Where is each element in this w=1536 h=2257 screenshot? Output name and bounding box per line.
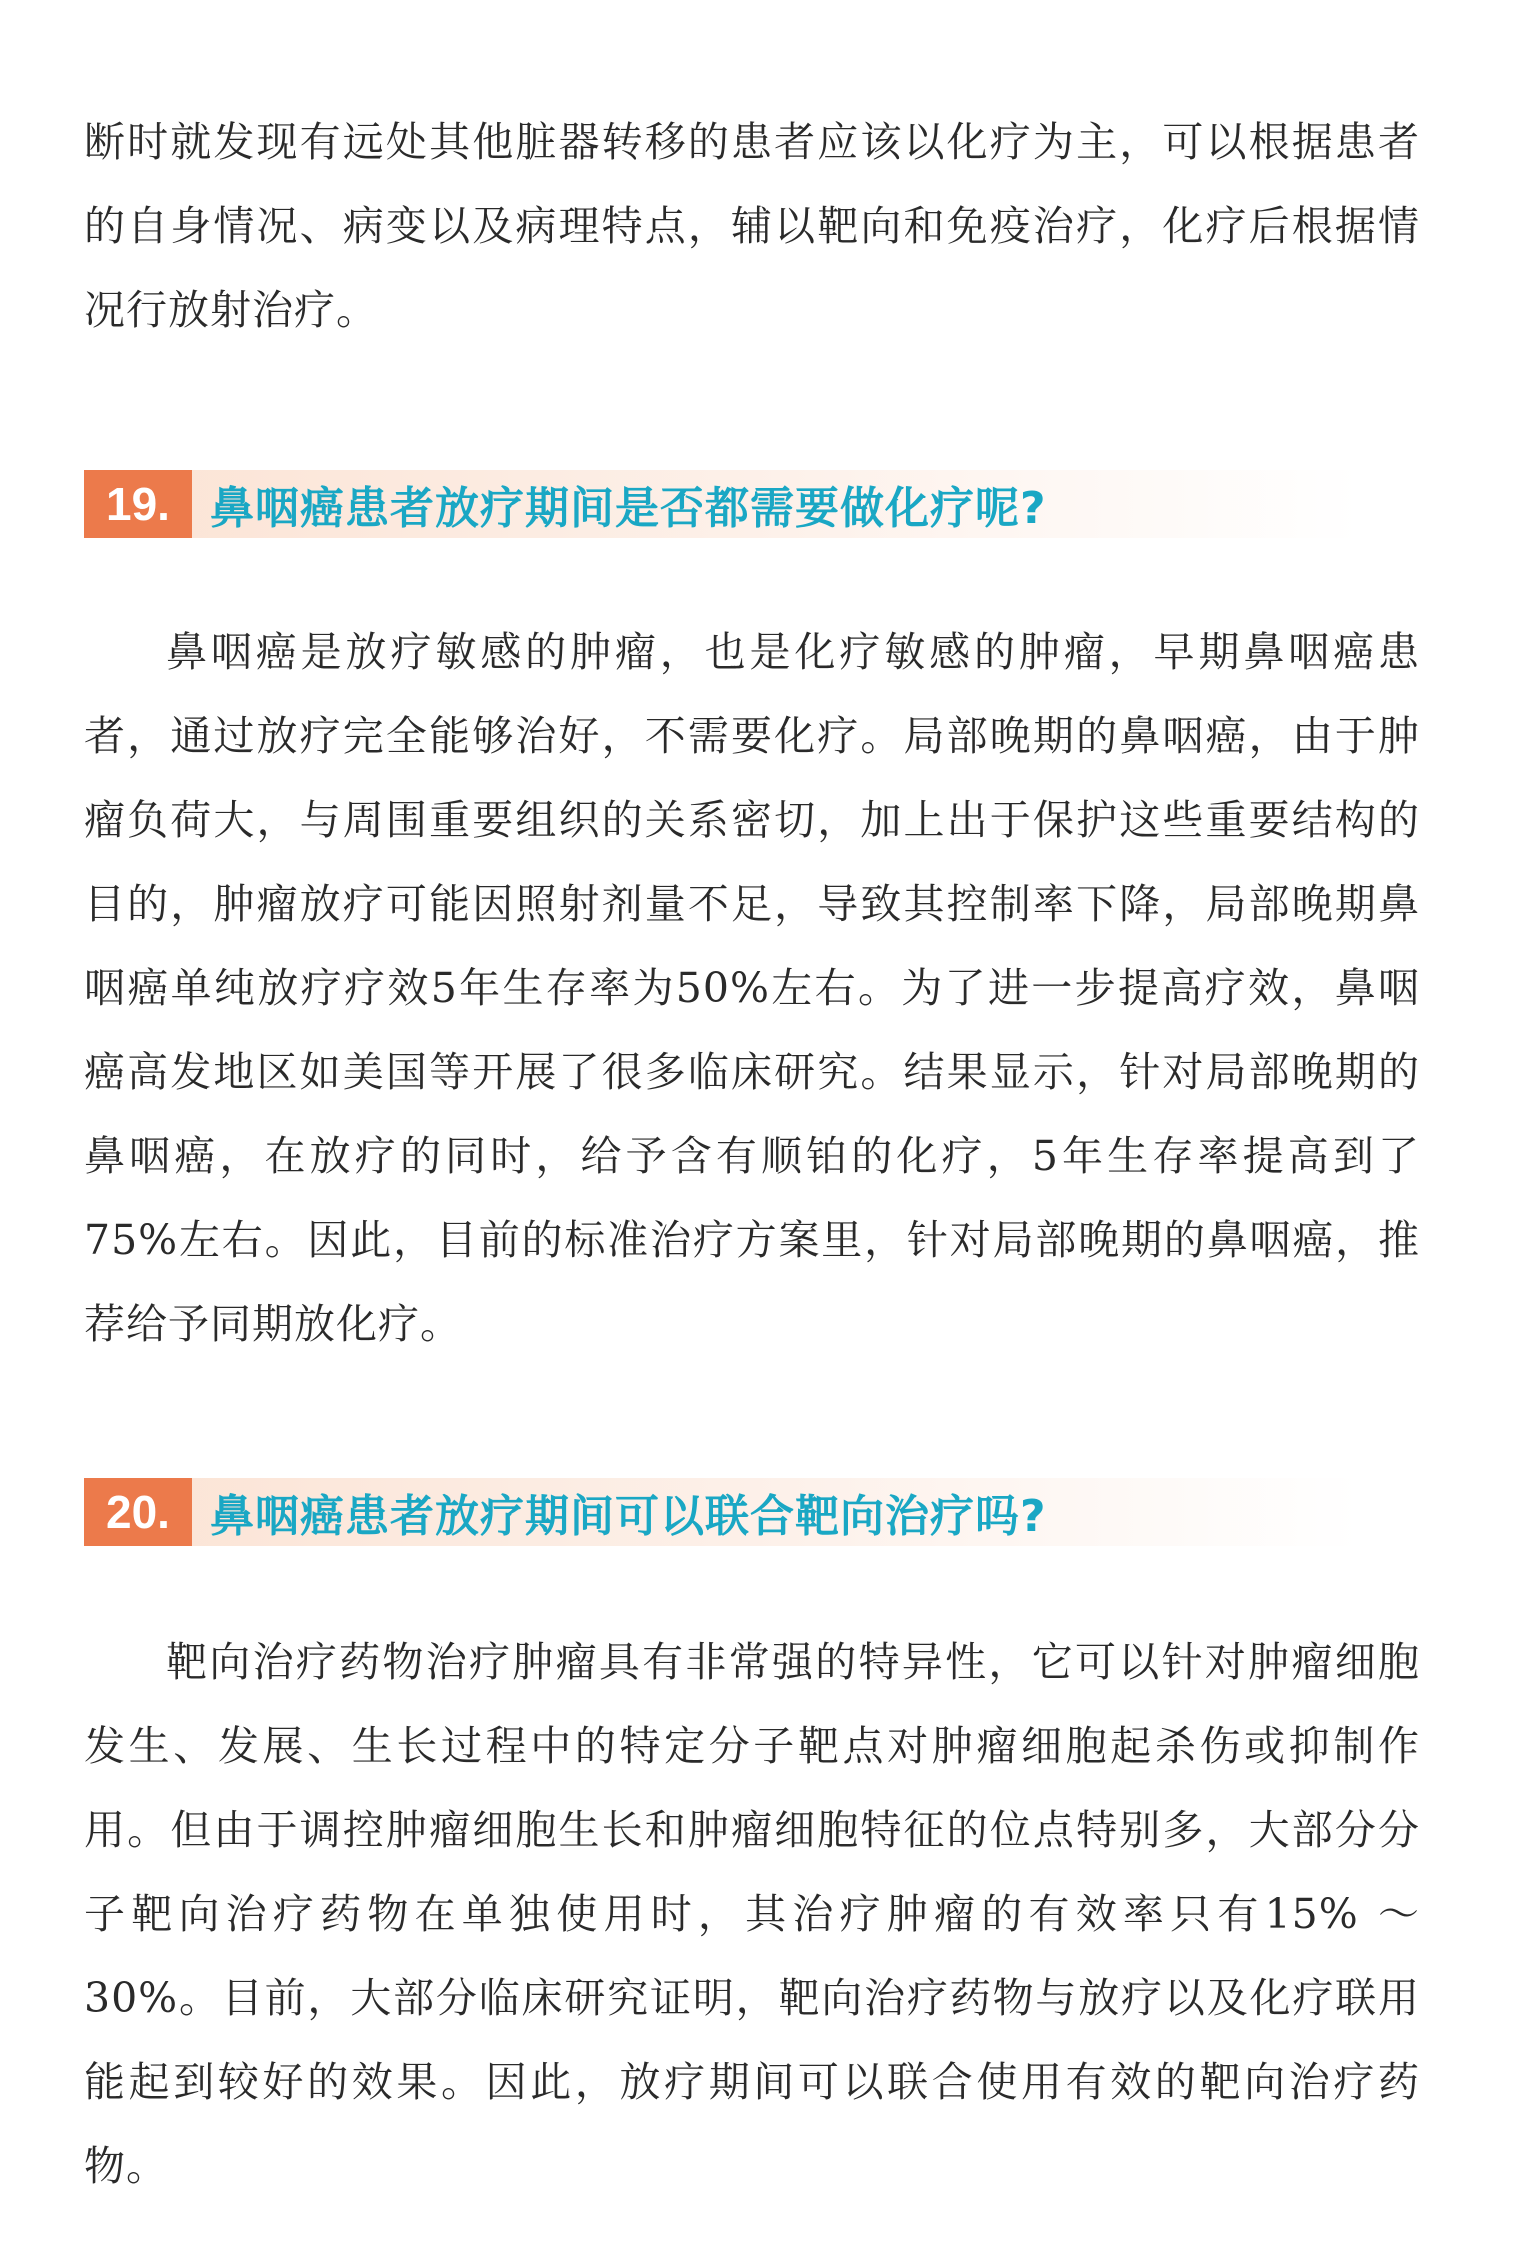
section-body-20: 靶向治疗药物治疗肿瘤具有非常强的特异性，它可以针对肿瘤细胞发生、发展、生长过程中的特定分子靶点对肿瘤细胞起杀伤或抑制作用。但由于调控肿瘤细胞生长和肿瘤细胞特征的位点特别多，大部分分子靶向治疗药物在单独使用时，其治疗肿瘤的有效率只有15% ～ 30%。目前，大部分临床研究证明，靶向治疗药物与放疗以及化疗联用能起到较好的效果。因此，放疗期间可以联合使用有效的靶向治疗药物。 [84,1638,1420,2190]
section-body-19: 鼻咽癌是放疗敏感的肿瘤，也是化疗敏感的肿瘤，早期鼻咽癌患者，通过放疗完全能够治好，不需要化疗。局部晚期的鼻咽癌，由于肿瘤负荷大，与周围重要组织的关系密切，加上出于保护这些重要结构的目的，肿瘤放疗可能因照射剂量不足，导致其控制率下降，局部晚期鼻咽癌单纯放疗疗效5年生存率为50%左右。为了进一步提高疗效，鼻咽癌高发地区如美国等开展了很多临床研究。结果显示，针对局部晚期的鼻咽癌，在放疗的同时，给予含有顺铂的化疗，5年生存率提高到了75%左右。因此，目前的标准治疗方案里，针对局部晚期的鼻咽癌，推荐给予同期放化疗。 [84,628,1420,1348]
section-heading-19 [84,470,1360,538]
section-heading-20 [84,1478,1360,1546]
section-number-badge: 20. [84,1478,192,1546]
section-title: 鼻咽癌患者放疗期间是否都需要做化疗呢? [210,483,1047,534]
section-title: 鼻咽癌患者放疗期间可以联合靶向治疗吗? [210,1491,1047,1542]
section-number-badge: 19. [84,470,192,538]
intro-paragraph: 断时就发现有远处其他脏器转移的患者应该以化疗为主，可以根据患者的自身情况、病变以及病理特点，辅以靶向和免疫治疗，化疗后根据情况行放射治疗。 [84,118,1420,334]
